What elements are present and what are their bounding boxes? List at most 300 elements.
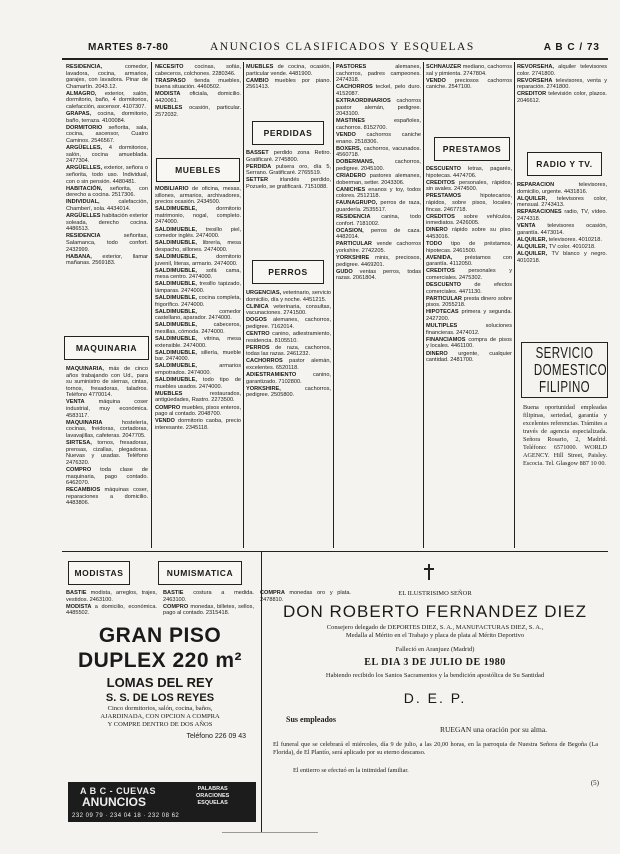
classified-ad	[246, 386, 331, 399]
classified-ad	[426, 337, 512, 350]
classified-ad	[336, 241, 421, 254]
classified-ad	[336, 98, 421, 118]
classified-keyword: DORMITORIO	[66, 124, 109, 131]
classified-keyword: AVENIDA,	[426, 254, 465, 261]
classified-keyword: CREDITOS	[426, 213, 464, 220]
classified-ad	[155, 227, 241, 240]
classified-ad	[66, 125, 148, 145]
classified-keyword: MULTIPLES	[426, 323, 486, 330]
classified-text: radio, TV, vídeo. 2474318.	[517, 209, 607, 222]
classified-text: perros de raza, guardería. 2535517.	[336, 200, 422, 213]
classified-text: pastores alemanes, doberman, setter. 2043306.	[336, 173, 421, 186]
classified-ad	[336, 173, 421, 186]
classified-text: de raza, cachorros, todas las razas. 2461232.	[246, 344, 331, 358]
classified-ad	[426, 64, 512, 77]
classified-ad	[66, 487, 148, 507]
classified-keyword: CLINICA	[246, 303, 274, 310]
classified-text: sofá cama, mesa centro. 2474000.	[155, 267, 241, 281]
header-page: A B C / 73	[543, 42, 600, 53]
classified-keyword: SALDIMUEBLE,	[155, 336, 204, 343]
classified-text: muebles, pisos enteros, pago al contado. 2048700.	[155, 404, 241, 418]
classified-keyword: SALDIMUEBLE,	[155, 295, 199, 301]
classified-text: muebles por piano. 2561413.	[246, 77, 331, 91]
classified-ad	[426, 282, 512, 295]
classified-text: monedas oro y plata. 2478810.	[260, 590, 351, 603]
classified-keyword: REVORSEHA	[517, 77, 556, 84]
classified-ad	[155, 254, 241, 267]
classified-keyword: OCASION,	[336, 227, 371, 234]
classified-ad	[336, 255, 421, 268]
classified-text: hostelería, cocinas, freidoras, cortadoras, lavavajillas, cafeteras. 2047705.	[66, 419, 148, 439]
section-modistas: MODISTAS	[68, 561, 130, 585]
classified-text: sillería, mueble bar. 2474000.	[155, 349, 241, 363]
classified-ad	[426, 78, 512, 91]
classified-keyword: SALDIMUEBLE,	[155, 322, 214, 329]
classified-keyword: MAQUINARIA	[66, 419, 122, 426]
classified-text: tipo de préstamos, hipotecas. 2461500.	[426, 241, 512, 254]
servicio-line-1: SERVICIO	[535, 345, 594, 362]
classified-ad	[66, 64, 148, 90]
classified-keyword: MODISTA	[155, 91, 190, 98]
classified-text: cocina completa, frigorífico. 2474000.	[155, 295, 241, 308]
classified-text: veterinaria, consultas, vacunaciones. 2741500.	[246, 303, 331, 317]
classified-keyword: HIPOTECAS	[426, 309, 462, 316]
obituary-place: Falleció en Aranjuez (Madrid)	[395, 646, 475, 653]
classified-keyword: SALDIMUEBLE,	[155, 363, 220, 370]
classified-ad	[517, 91, 607, 104]
obituary-rip: D. E. P.	[403, 690, 467, 706]
classified-text: cachorros pastor alemán, pedigree. 2043100.	[336, 97, 421, 118]
column-1-bottom	[66, 366, 148, 548]
classified-text: televisores, venta y reparación. 2741800.	[517, 77, 607, 91]
classified-keyword: SALDIMUEBLE,	[155, 226, 206, 233]
classified-keyword: COMPRO	[163, 603, 191, 610]
classified-ad	[336, 132, 421, 145]
classified-ad	[426, 227, 512, 240]
classified-keyword: ALQUILER,	[517, 243, 549, 250]
classified-keyword: SIRTESA,	[66, 440, 98, 447]
classified-keyword: SCHNAUZER	[426, 64, 463, 70]
classified-text: señoritas, Salamanca, todo confort. 2432999.	[66, 233, 148, 253]
column-7	[66, 590, 351, 622]
classified-keyword: SALDIMUEBLE,	[155, 240, 203, 247]
classified-text: rápido sobre su piso. 4453016.	[426, 227, 512, 240]
abc-brand: A B C - CUEVAS	[80, 786, 157, 796]
classified-ad	[336, 118, 421, 131]
classified-keyword: EXTRAORDINARIOS	[336, 97, 397, 104]
classified-ad	[155, 268, 241, 281]
classified-ad	[155, 206, 241, 226]
classified-text: a domicilio, económica. 4485502.	[66, 603, 157, 617]
classified-text: letras, pagarés, hipotecas. 4474706.	[426, 166, 513, 179]
classified-keyword: FAUNAGRUPO,	[336, 200, 381, 207]
classified-ad	[155, 281, 241, 294]
classified-ad	[163, 590, 254, 603]
section-prestamos: PRESTAMOS	[434, 137, 510, 161]
classified-keyword: CREDITOS	[426, 179, 459, 186]
classified-keyword: MUEBLES	[246, 64, 278, 70]
classified-text: mediano, cachorros sal y pimienta. 2747804.	[426, 64, 512, 77]
classified-text: cocina, dormitorio, baño, terraza. 4100084.	[66, 111, 149, 124]
obituary-role-1: Consejero delegado de DEPORTES DIEZ, S. A., MANUFACTURAS DIEZ, S. A.,	[326, 624, 544, 631]
classified-keyword: ARGÜELLES	[66, 213, 103, 220]
classified-keyword: ALMAGRO,	[66, 90, 105, 97]
classified-text: hipotecarios, rápidos, sobre pisos, locales, fincas. 2467718.	[426, 193, 512, 213]
classified-text: costura a medida. 2463100.	[163, 590, 254, 603]
classified-text: señorita, sala, cocina, ascensor, Cuatro Caminos. 2546567.	[66, 124, 149, 145]
classified-ad	[66, 440, 148, 466]
classified-keyword: HABITACIÓN,	[66, 185, 110, 192]
classified-ad	[426, 351, 512, 364]
classified-keyword: RESIDENCIA,	[66, 64, 125, 70]
classified-ad	[66, 399, 148, 419]
classified-text: oficiala, domicilio. 4420061.	[155, 91, 241, 104]
classified-keyword: HABANA,	[66, 253, 103, 260]
classified-text: préstamos con garantía. 4112050.	[426, 254, 512, 268]
classified-text: librería, mesa despacho, sillones. 2474000.	[155, 240, 241, 253]
classified-keyword: ARGÜELLES,	[66, 165, 104, 172]
classified-text: máquina coser industrial, muy económica. 4583117.	[66, 399, 148, 419]
header-rule	[62, 58, 608, 60]
classified-ad	[517, 209, 607, 222]
classified-ad	[246, 290, 331, 303]
obituary-employees: Sus empleados	[286, 715, 337, 724]
classified-text: habitación exterior soleada, derecho cocina. 4486513.	[66, 213, 148, 233]
column-divider	[333, 62, 334, 548]
classified-text: 4 dormitorios, salón, cocina amueblada. 2477304.	[66, 145, 148, 165]
classified-ad	[517, 196, 607, 209]
column-5-bottom	[426, 166, 512, 548]
classified-keyword: INDIVIDUAL,	[66, 199, 119, 206]
classified-text: monedas, billetes, sellos, pago al contado. 2315418.	[163, 603, 255, 617]
classified-keyword: NECESITO	[155, 64, 195, 70]
header-title: ANUNCIOS CLASIFICADOS Y ESQUELAS	[210, 41, 475, 53]
classified-ad	[517, 223, 607, 236]
classified-keyword: RECAMBIOS	[66, 487, 105, 494]
classified-text: TV color. 4010218.	[548, 243, 596, 250]
classified-text: alemanes, cachorros, padres campeones. 2474318.	[336, 64, 421, 84]
classified-text: televisores color, mensual. 2743413.	[517, 195, 607, 209]
classified-ad	[336, 228, 421, 241]
gran-piso-phone: Teléfono 226 09 43	[186, 733, 246, 740]
classified-ad	[66, 199, 148, 212]
classified-text: enanos y toy, todos colores. 2512118.	[336, 186, 421, 200]
classified-text: señorita, con derecho a cocina. 2517306.	[66, 185, 148, 199]
classified-ad	[155, 91, 241, 104]
classified-ad	[426, 323, 512, 336]
classified-ad	[66, 604, 157, 617]
gran-piso-line-4: S. S. DE LOS REYES	[105, 692, 215, 704]
classified-ad	[426, 255, 512, 268]
gran-piso-line-3: LOMAS DEL REY	[106, 675, 214, 690]
classified-keyword: BASTIE	[66, 590, 91, 596]
abc-kinds: PALABRAS ORACIONES ESQUELAS	[196, 786, 230, 806]
servicio-ad-text: Buena oportunidad empleadas filipinas, seriedad, garantía y excelentes referencias. Trámites a través de agencia especializada. Señora Rosario, 2, Madrid. Teléfono: 6571000. WORLD AGENCY. Hill Street, Paisley. Escocia. Tel. Glasgow 887 10 00.	[523, 404, 607, 467]
classified-ad	[155, 418, 241, 431]
classified-text: televisores ocasión, garantía. 4473014.	[517, 223, 607, 236]
classified-ad	[336, 200, 421, 213]
classified-text: ventas perros, todas razas. 2061804.	[336, 268, 422, 282]
classified-text: armarios empotrados. 2474000.	[155, 363, 241, 377]
classified-keyword: VENDO	[336, 131, 367, 138]
classified-ad	[246, 331, 331, 344]
classified-keyword: BASTIE	[163, 590, 194, 596]
classified-keyword: ADIESTRAMIENTO	[246, 372, 313, 379]
servicio-domestico-ad	[521, 342, 608, 398]
gran-piso-ad	[60, 624, 260, 740]
classified-text: perdido zona Retiro. Gratificaré. 2745800.	[246, 150, 331, 163]
classified-ad	[66, 420, 148, 440]
classified-keyword: DINERO	[426, 350, 459, 357]
classified-ad	[336, 84, 421, 97]
classified-ad	[336, 269, 421, 282]
classified-ad	[155, 105, 241, 118]
classified-ad	[66, 111, 148, 124]
classified-text: preciosos cachorros caniche. 2547100.	[426, 77, 512, 91]
classified-text: televisión color, plazos. 2046612.	[517, 91, 607, 104]
cross-icon	[424, 564, 434, 580]
classified-text: cachorros, pedigree. 2045100.	[336, 159, 421, 172]
classified-text: tienda muebles, buena situación. 4460502.	[155, 77, 241, 91]
servicio-line-2: DOMESTICO	[533, 362, 607, 379]
classified-text: teckel, pelo duro. 4152087.	[336, 84, 421, 97]
classified-text: cachorros caniche enano. 2518306.	[336, 131, 421, 145]
column-2-top	[155, 64, 241, 152]
column-6-top	[517, 64, 607, 144]
gran-piso-line-2: DUPLEX 220 m²	[77, 649, 243, 672]
obituary-thanks: El entierro se efectuó en la intimidad familiar.	[293, 767, 409, 774]
classified-text: de cocina, ocasión, particular vende. 4481900.	[246, 64, 331, 77]
gran-piso-line-6: AJARDINADA, CON OPCION A COMPRA	[100, 713, 220, 720]
classified-keyword: GUDO	[336, 268, 360, 275]
classified-text: cocinas, sofás, cabeceros, colchones. 2280346.	[155, 64, 241, 77]
classified-ad	[155, 363, 241, 376]
classified-keyword: ALQUILER,	[517, 250, 552, 257]
classified-keyword: REPARACION	[517, 182, 579, 188]
section-radio-tv: RADIO Y TV.	[527, 152, 602, 176]
classified-ad	[155, 322, 241, 335]
classified-ad	[336, 187, 421, 200]
classified-ad	[246, 64, 331, 77]
column-5-top	[426, 64, 512, 130]
obituary	[265, 557, 605, 817]
classified-text: vende cachorros yorkshire. 2742205.	[336, 241, 422, 255]
classified-ad	[66, 145, 148, 165]
classified-keyword: ALQUILER,	[517, 236, 549, 243]
obituary-funeral: El funeral que se celebrará el miércoles, día 9 de julio, a las 20,00 horas, en la parroquia de Nuestra Señora de Begoña (La Florida), de El Plantío, será aplicado por su eterno descanso.	[273, 741, 598, 756]
classified-ad	[155, 64, 241, 77]
classified-text: exterior, llamar mañanas. 2569183.	[66, 253, 148, 267]
column-6-middle	[517, 182, 607, 338]
obituary-ruegan: RUEGAN una oración por su alma.	[440, 725, 548, 734]
section-perros: PERROS	[252, 260, 324, 284]
classified-ad	[66, 254, 148, 267]
classified-ad	[246, 164, 331, 177]
classified-text: comedor castellano, aparador. 2474000.	[155, 308, 241, 322]
classified-text: canino, garantizado. 7102800.	[246, 372, 331, 385]
classified-keyword: VENTA	[517, 223, 548, 230]
classified-ad	[155, 309, 241, 322]
classified-text: máquinas coser, reparaciones a domicilio. 4483806.	[66, 487, 148, 507]
classified-text: canino, adiestramiento, residencia. 8105510.	[246, 331, 331, 344]
classified-text: personales y comerciales. 2475302.	[426, 268, 513, 281]
classified-keyword: SALDIMUEBLE,	[155, 377, 203, 384]
classified-text: vitrina, mesa extensible. 2474000.	[155, 336, 241, 349]
classified-ad	[155, 350, 241, 363]
gran-piso-line-7: Y COMPRE DENTRO DE DOS AÑOS	[107, 721, 213, 728]
classified-ad	[66, 590, 157, 603]
classified-ad	[426, 193, 512, 213]
column-3-top	[246, 64, 331, 116]
section-numismatica: NUMISMATICA	[158, 561, 242, 585]
classified-text: urgente, cualquier cantidad. 2481700.	[426, 350, 512, 364]
classified-keyword: BOXERS,	[336, 145, 364, 152]
classified-ad	[66, 233, 148, 253]
classified-ad	[246, 358, 331, 371]
classified-ad	[336, 64, 421, 84]
classified-keyword: COMPRO	[66, 466, 101, 473]
classified-ad	[246, 177, 331, 190]
classified-ad	[517, 78, 607, 91]
footer-rule	[222, 832, 318, 833]
classified-text: alemanes, cachorros, pedigree. 7162014.	[246, 317, 331, 330]
classified-keyword: MOBILIARIO	[155, 186, 193, 192]
classified-text: personales, rápidos, sin avales. 2474500.	[426, 179, 513, 193]
classified-text: minis, preciosos, pedigree. 4469201.	[336, 255, 421, 268]
classified-keyword: CREDITOS	[426, 268, 469, 275]
classified-text: más de cinco años trabajando con Ud., para su suministro de sierras, cintas, tornos, fresadoras, taladros. Teléfono 4770014.	[66, 366, 148, 399]
classified-keyword: DOGOS	[246, 317, 273, 324]
classified-ad	[426, 268, 512, 281]
classified-ad	[426, 180, 512, 193]
column-divider	[151, 62, 152, 548]
classified-ad	[517, 64, 607, 77]
classified-text: irlandés perdido, Pozuelo, se gratificará. 7151088.	[246, 177, 332, 190]
classified-keyword: SALDIMUEBLE,	[155, 267, 207, 274]
classified-keyword: MODISTA	[66, 603, 95, 610]
classified-ad	[155, 377, 241, 390]
classified-text: tresillo piel, comedor inglés. 2474000.	[155, 226, 241, 240]
classified-text: TV blanco y negro. 4010218.	[517, 250, 608, 264]
classified-keyword: SETTER	[246, 177, 280, 184]
classified-text: pulsera oro, día 5, Serrano. Gratificaré. 2765519.	[246, 163, 331, 177]
classified-keyword: PARTICULAR	[426, 295, 464, 302]
classified-text: dormitorio juvenil, literas, armario. 2474000.	[155, 253, 241, 267]
column-4	[336, 64, 421, 548]
obituary-ref: (5)	[590, 779, 599, 787]
classified-ad	[155, 295, 241, 308]
classified-keyword: DINERO	[426, 227, 452, 234]
classified-text: sobre vehículos, inmediatos. 2426005.	[426, 213, 512, 227]
classified-ad	[155, 240, 241, 253]
classified-keyword: VENTA	[66, 399, 99, 406]
classified-text: modista, arreglos, trajes, vestidos. 2463100.	[66, 590, 157, 603]
classified-ad	[246, 317, 331, 330]
classified-ad	[517, 237, 607, 244]
classified-keyword: CREDITOR	[517, 91, 549, 98]
classified-text: televisores, domicilio, urgente. 4431816.	[517, 182, 607, 195]
classified-ad	[155, 336, 241, 349]
classified-ad	[426, 241, 512, 254]
classified-keyword: ARGÜELLES,	[66, 145, 109, 152]
servicio-line-3: FILIPINO	[539, 379, 590, 396]
classified-keyword: CANICHES	[336, 186, 369, 193]
classified-keyword: MUEBLES	[155, 105, 190, 112]
classified-keyword: RESIDENCIA	[336, 214, 382, 221]
classified-text: tresillo tapizado, lámparas. 2474000.	[155, 281, 241, 294]
page-header	[80, 42, 600, 56]
classified-ad	[155, 186, 241, 206]
classified-keyword: DOBERMANS,	[336, 159, 395, 166]
gran-piso-line-5: Cinco dormitorios, salón, cocina, baños,	[107, 705, 213, 712]
classified-ad	[517, 244, 607, 251]
classified-keyword: TRASPASO	[155, 77, 195, 84]
classified-ad	[155, 78, 241, 91]
classified-keyword: RESIDENCIA	[66, 233, 124, 240]
abc-title: ANUNCIOS	[82, 795, 147, 809]
abc-phones: 232 09 79 · 234 04 18 · 232 08 62	[72, 813, 180, 819]
classified-keyword: VENDO	[426, 77, 455, 84]
classified-text: cachorros, pedigree. 2505800.	[246, 385, 331, 399]
classified-text: dormitorio matrimonio, nogal, completo. 2474000.	[155, 206, 241, 226]
classified-keyword: VENDO	[155, 418, 178, 425]
classified-keyword: DESCUENTO	[426, 166, 469, 172]
classified-ad	[66, 165, 148, 185]
classified-keyword: CENTRO	[246, 331, 273, 338]
classified-text: calefacción, Chamberí, sola. 4434014.	[66, 199, 148, 212]
classified-keyword: SALDIMUEBLE,	[155, 206, 217, 213]
classified-text: televisores. 4010218.	[548, 236, 602, 243]
gran-piso-line-1: GRAN PISO	[98, 624, 222, 647]
classified-keyword: BASSET	[246, 150, 274, 156]
classified-ad	[426, 166, 512, 179]
classified-text: cachorros, vacunados. 4560718.	[336, 145, 422, 159]
classified-keyword: CRIADERO	[336, 173, 370, 179]
classified-text: alquiler televisores color. 2741800.	[517, 64, 607, 77]
abc-anuncios-ad	[68, 782, 256, 822]
classified-text: compra de pisos y locales. 4461100.	[426, 336, 512, 350]
classified-text: tornos, fresadoras, prensas, cizallas, plegadoras. Nuevas y usadas. Teléfono 2476320.	[66, 440, 148, 466]
obituary-prefix: EL ILUSTRISIMO SEÑOR	[398, 590, 472, 597]
classified-ad	[426, 296, 512, 309]
classified-keyword: PERDIDA	[246, 163, 276, 170]
classified-text: toda clase de maquinaria, pago contado. 6462070.	[66, 466, 148, 487]
classified-text: exterior, salón, dormitorio, baño, 4 dormitorios, calefacción, ascensor. 4107307.	[66, 90, 148, 111]
classified-keyword: SALDIMUEBLE,	[155, 308, 220, 315]
classified-keyword: ALQUILER,	[517, 195, 558, 202]
classified-ad	[66, 213, 148, 233]
classified-ad	[246, 345, 331, 358]
classified-text: todo tipo de muebles usados. 2474000.	[155, 377, 241, 390]
classified-keyword: MASTINES	[336, 118, 394, 125]
classified-ad	[66, 366, 148, 399]
classified-ad	[246, 150, 331, 163]
classified-keyword: PRESTAMOS	[426, 193, 481, 200]
classified-ad	[163, 604, 254, 617]
classified-keyword: REVORSEHA,	[517, 64, 559, 70]
classified-text: presta dinero sobre pisos. 2055218.	[426, 295, 513, 309]
classified-text: restaurados, antigüedades, Rastro. 2273500.	[155, 390, 241, 404]
classified-ad	[246, 372, 331, 385]
classified-text: perros de caza. 4482014.	[336, 227, 422, 241]
classified-text: veterinario, servicio domicilio, día y noche. 4451215.	[246, 290, 331, 303]
classified-text: de efectos comerciales. 4471130.	[426, 282, 513, 295]
classified-keyword: COMPRA	[260, 590, 290, 596]
classified-keyword: YORKSHIRE	[336, 255, 376, 262]
classified-keyword: PASTORES	[336, 64, 396, 70]
obituary-name: DON ROBERTO FERNANDEZ DIEZ	[282, 602, 587, 621]
column-3-middle	[246, 150, 331, 250]
